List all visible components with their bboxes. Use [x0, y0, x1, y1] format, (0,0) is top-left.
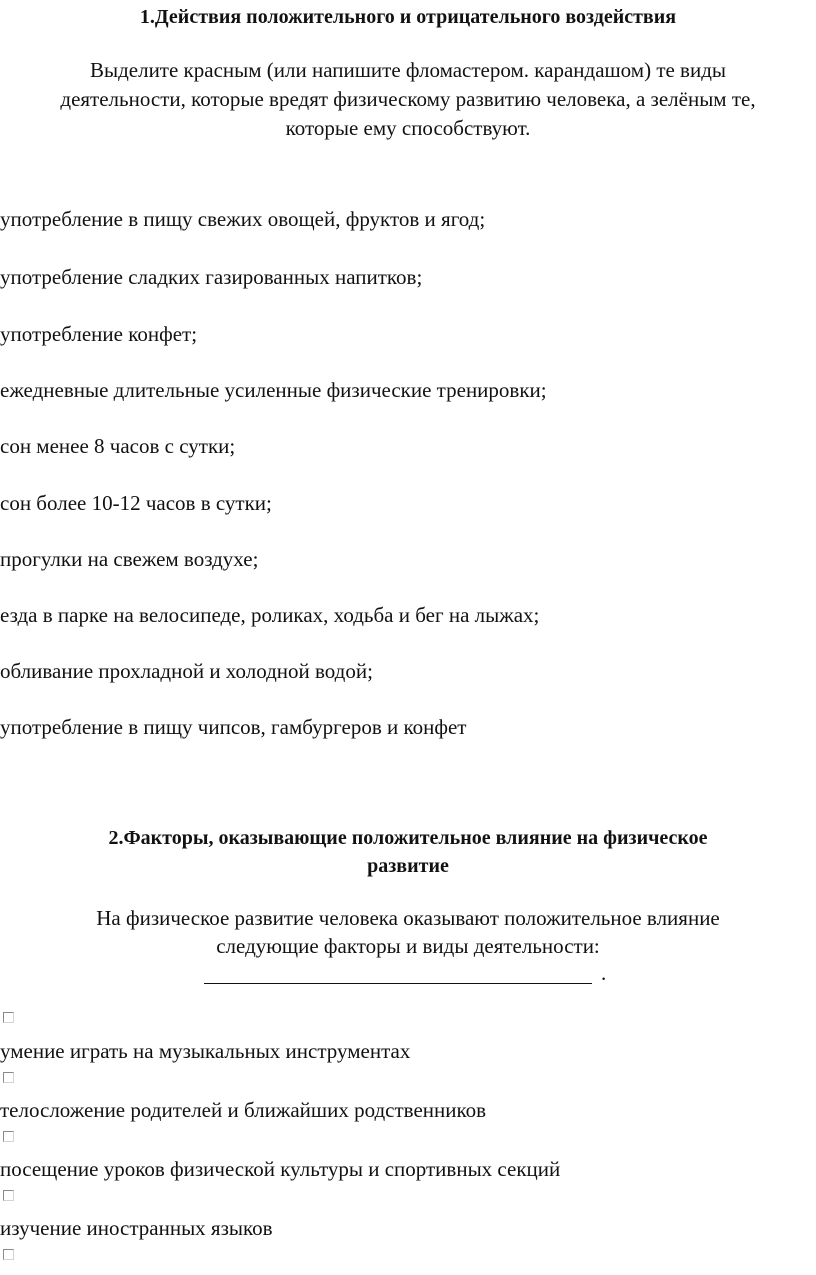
answer-blank-line[interactable] [204, 983, 592, 984]
section2-title-line: 2.Факторы, оказывающие положительное влияние на физическое [108, 827, 708, 849]
section1-title: 1.Действия положительного и отрицательного воздействия [139, 6, 677, 28]
instruction-line: Выделите красным (или напишите фломастером. карандашом) те виды [89, 58, 727, 82]
activity-item: употребление сладких газированных напитков; [0, 265, 423, 289]
activity-item: употребление конфет; [0, 322, 198, 346]
option-checkbox[interactable] [3, 1249, 14, 1260]
option-label: посещение уроков физической культуры и спортивных секций [0, 1157, 561, 1181]
activity-item: сон более 10-12 часов в сутки; [0, 491, 272, 515]
answer-blank-period: . [601, 961, 607, 985]
option-checkbox[interactable] [3, 1190, 14, 1201]
section1-instruction [0, 56, 816, 143]
activity-item: езда в парке на велосипеде, роликах, ходьба и бег на лыжах; [0, 603, 540, 627]
activity-item: прогулки на свежем воздухе; [0, 547, 259, 571]
instruction-line: деятельности, которые вредят физическому развитию человека, а зелёным те, [60, 87, 756, 111]
option-label: телосложение родителей и ближайших родственников [0, 1098, 487, 1122]
activity-item: употребление в пищу свежих овощей, фруктов и ягод; [0, 207, 486, 231]
section2-title-line: развитие [367, 855, 449, 877]
section2-title [0, 824, 816, 880]
activity-item: сон менее 8 часов с сутки; [0, 434, 236, 458]
instruction-line: которые ему способствуют. [285, 116, 531, 140]
intro-line: На физическое развитие человека оказывают положительное влияние [96, 906, 720, 930]
activity-item: ежедневные длительные усиленные физические тренировки; [0, 378, 547, 402]
intro-line: следующие факторы и виды деятельности: [216, 934, 600, 958]
option-checkbox[interactable] [3, 1012, 14, 1023]
option-label: изучение иностранных языков [0, 1216, 273, 1240]
section2-intro [0, 904, 816, 960]
option-label: умение играть на музыкальных инструментах [0, 1039, 411, 1063]
option-checkbox[interactable] [3, 1131, 14, 1142]
activity-item: употребление в пищу чипсов, гамбургеров и конфет [0, 715, 467, 739]
activity-item: обливание прохладной и холодной водой; [0, 659, 373, 683]
option-checkbox[interactable] [3, 1072, 14, 1083]
